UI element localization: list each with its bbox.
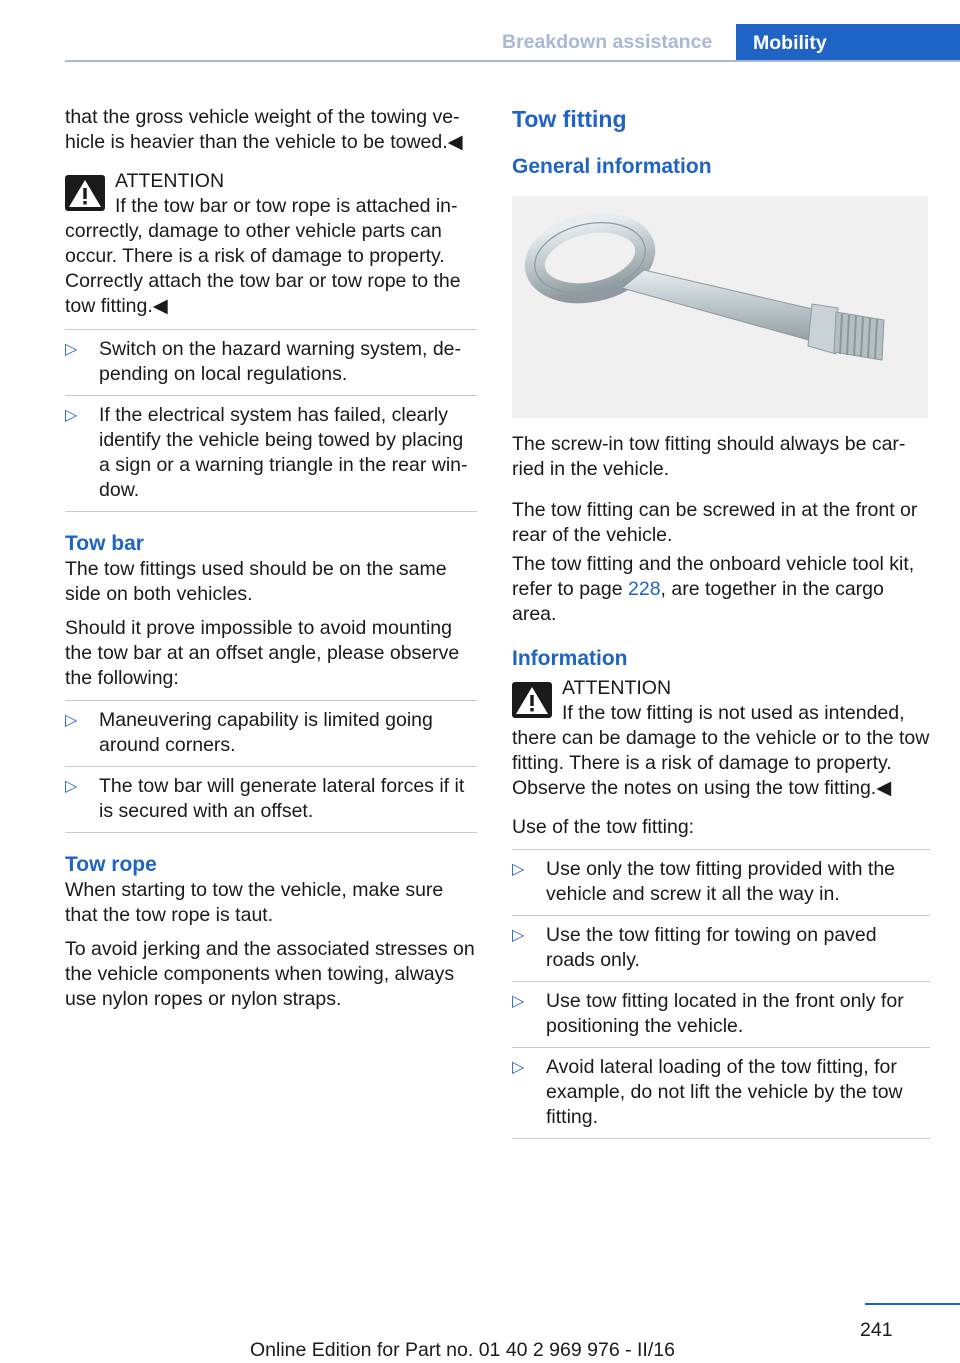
list-item	[512, 850, 930, 916]
header-section-title: Breakdown assistance	[502, 31, 713, 53]
usage-list	[512, 849, 930, 1139]
left-column	[65, 105, 477, 1021]
list-item-text: Use the tow fitting for towing on paved roads only.	[546, 924, 877, 971]
list-item	[512, 982, 930, 1048]
warning-block	[512, 676, 930, 801]
general-info-heading: General information	[512, 155, 712, 178]
towbar-list	[65, 700, 477, 833]
towbar-paragraph: The tow fittings used should be on the same side on both vehicles.	[65, 558, 447, 605]
list-item-text: Use tow fitting located in the front only for positioning the vehicle.	[546, 990, 904, 1037]
list-item-text: The tow bar will generate lateral forces if it is secured with an offset.	[99, 775, 465, 822]
triangle-bullet-icon: ▷	[65, 778, 78, 795]
page-number: 241	[860, 1319, 893, 1341]
warning-text: If the tow fitting is not used as intended, there can be damage to the vehicle or to the tow fitting. There is a risk of damage to property. Observe the notes on using the tow fitting.◀	[512, 702, 930, 799]
text-run: , are together in the cargo area.	[512, 578, 884, 625]
header-rule	[65, 60, 960, 62]
list-item-text: Avoid lateral loading of the tow fitting, for example, do not lift the vehicle by the tow fitting.	[546, 1056, 903, 1128]
use-intro: Use of the tow fitting:	[512, 816, 695, 838]
list-item	[512, 1048, 930, 1139]
body-paragraph-with-link	[512, 552, 930, 627]
tow-fitting-illustration	[512, 196, 928, 418]
header-chapter-tab	[736, 24, 960, 62]
body-paragraph: The tow fitting can be screwed in at the front or rear of the vehicle.	[512, 499, 918, 546]
page-reference-link[interactable]: 228	[628, 578, 661, 600]
list-item	[65, 767, 477, 833]
warning-label: ATTENTION	[562, 677, 672, 699]
towbar-paragraph: Should it prove impossible to avoid mounting the tow bar at an offset angle, please observe the following:	[65, 617, 460, 689]
triangle-bullet-icon: ▷	[65, 712, 78, 729]
warning-triangle-icon	[512, 682, 552, 718]
list-item	[65, 396, 477, 512]
towrope-heading: Tow rope	[65, 853, 157, 876]
list-item	[512, 916, 930, 982]
towrope-paragraph: When starting to tow the vehicle, make sure that the tow rope is taut.	[65, 879, 444, 926]
triangle-bullet-icon: ▷	[512, 927, 525, 944]
footer-rule	[865, 1303, 960, 1305]
list-item	[65, 701, 477, 767]
text-run: The tow fitting and the onboard vehicle tool kit, refer to page	[512, 553, 915, 600]
list-item-text: If the electrical system has failed, clearly identify the vehicle being towed by placing a sign or a warning triangle in the rear window.	[99, 404, 468, 501]
list-item-text: Use only the tow fitting provided with the vehicle and screw it all the way in.	[546, 858, 896, 905]
triangle-bullet-icon: ▷	[65, 341, 78, 358]
right-column	[512, 105, 930, 1151]
warning-text: If the tow bar or tow rope is attached incorrectly, damage to other vehicle parts can occur. There is a risk of damage to property. Correctly attach the tow bar or tow rope to the tow fitting.◀	[65, 195, 461, 317]
towrope-paragraph: To avoid jerking and the associated stresses on the vehicle components when towing, always use nylon ropes or nylon straps.	[65, 938, 475, 1010]
list-item	[65, 330, 477, 396]
footer-edition: Online Edition for Part no. 01 40 2 969 976 - II/16	[250, 1339, 675, 1361]
information-heading: Information	[512, 647, 628, 670]
warning-triangle-icon	[65, 175, 105, 211]
figure-caption: The screw-in tow fitting should always be carried in the vehicle.	[512, 433, 906, 480]
triangle-bullet-icon: ▷	[65, 407, 78, 424]
list-item-text: Switch on the hazard warning system, depending on local regulations.	[99, 338, 462, 385]
towbar-heading: Tow bar	[65, 532, 144, 555]
section-title: Tow fitting	[512, 106, 627, 132]
warning-block	[65, 169, 477, 319]
warning-label: ATTENTION	[115, 170, 225, 192]
triangle-bullet-icon: ▷	[512, 861, 525, 878]
intro-paragraph: that the gross vehicle weight of the towing vehicle is heavier than the vehicle to be towed.◀	[65, 106, 463, 153]
triangle-bullet-icon: ▷	[512, 993, 525, 1010]
header-chapter-label: Mobility	[753, 32, 827, 54]
triangle-bullet-icon: ▷	[512, 1059, 525, 1076]
list-item-text: Maneuvering capability is limited going around corners.	[99, 709, 433, 756]
hazard-list	[65, 329, 477, 512]
